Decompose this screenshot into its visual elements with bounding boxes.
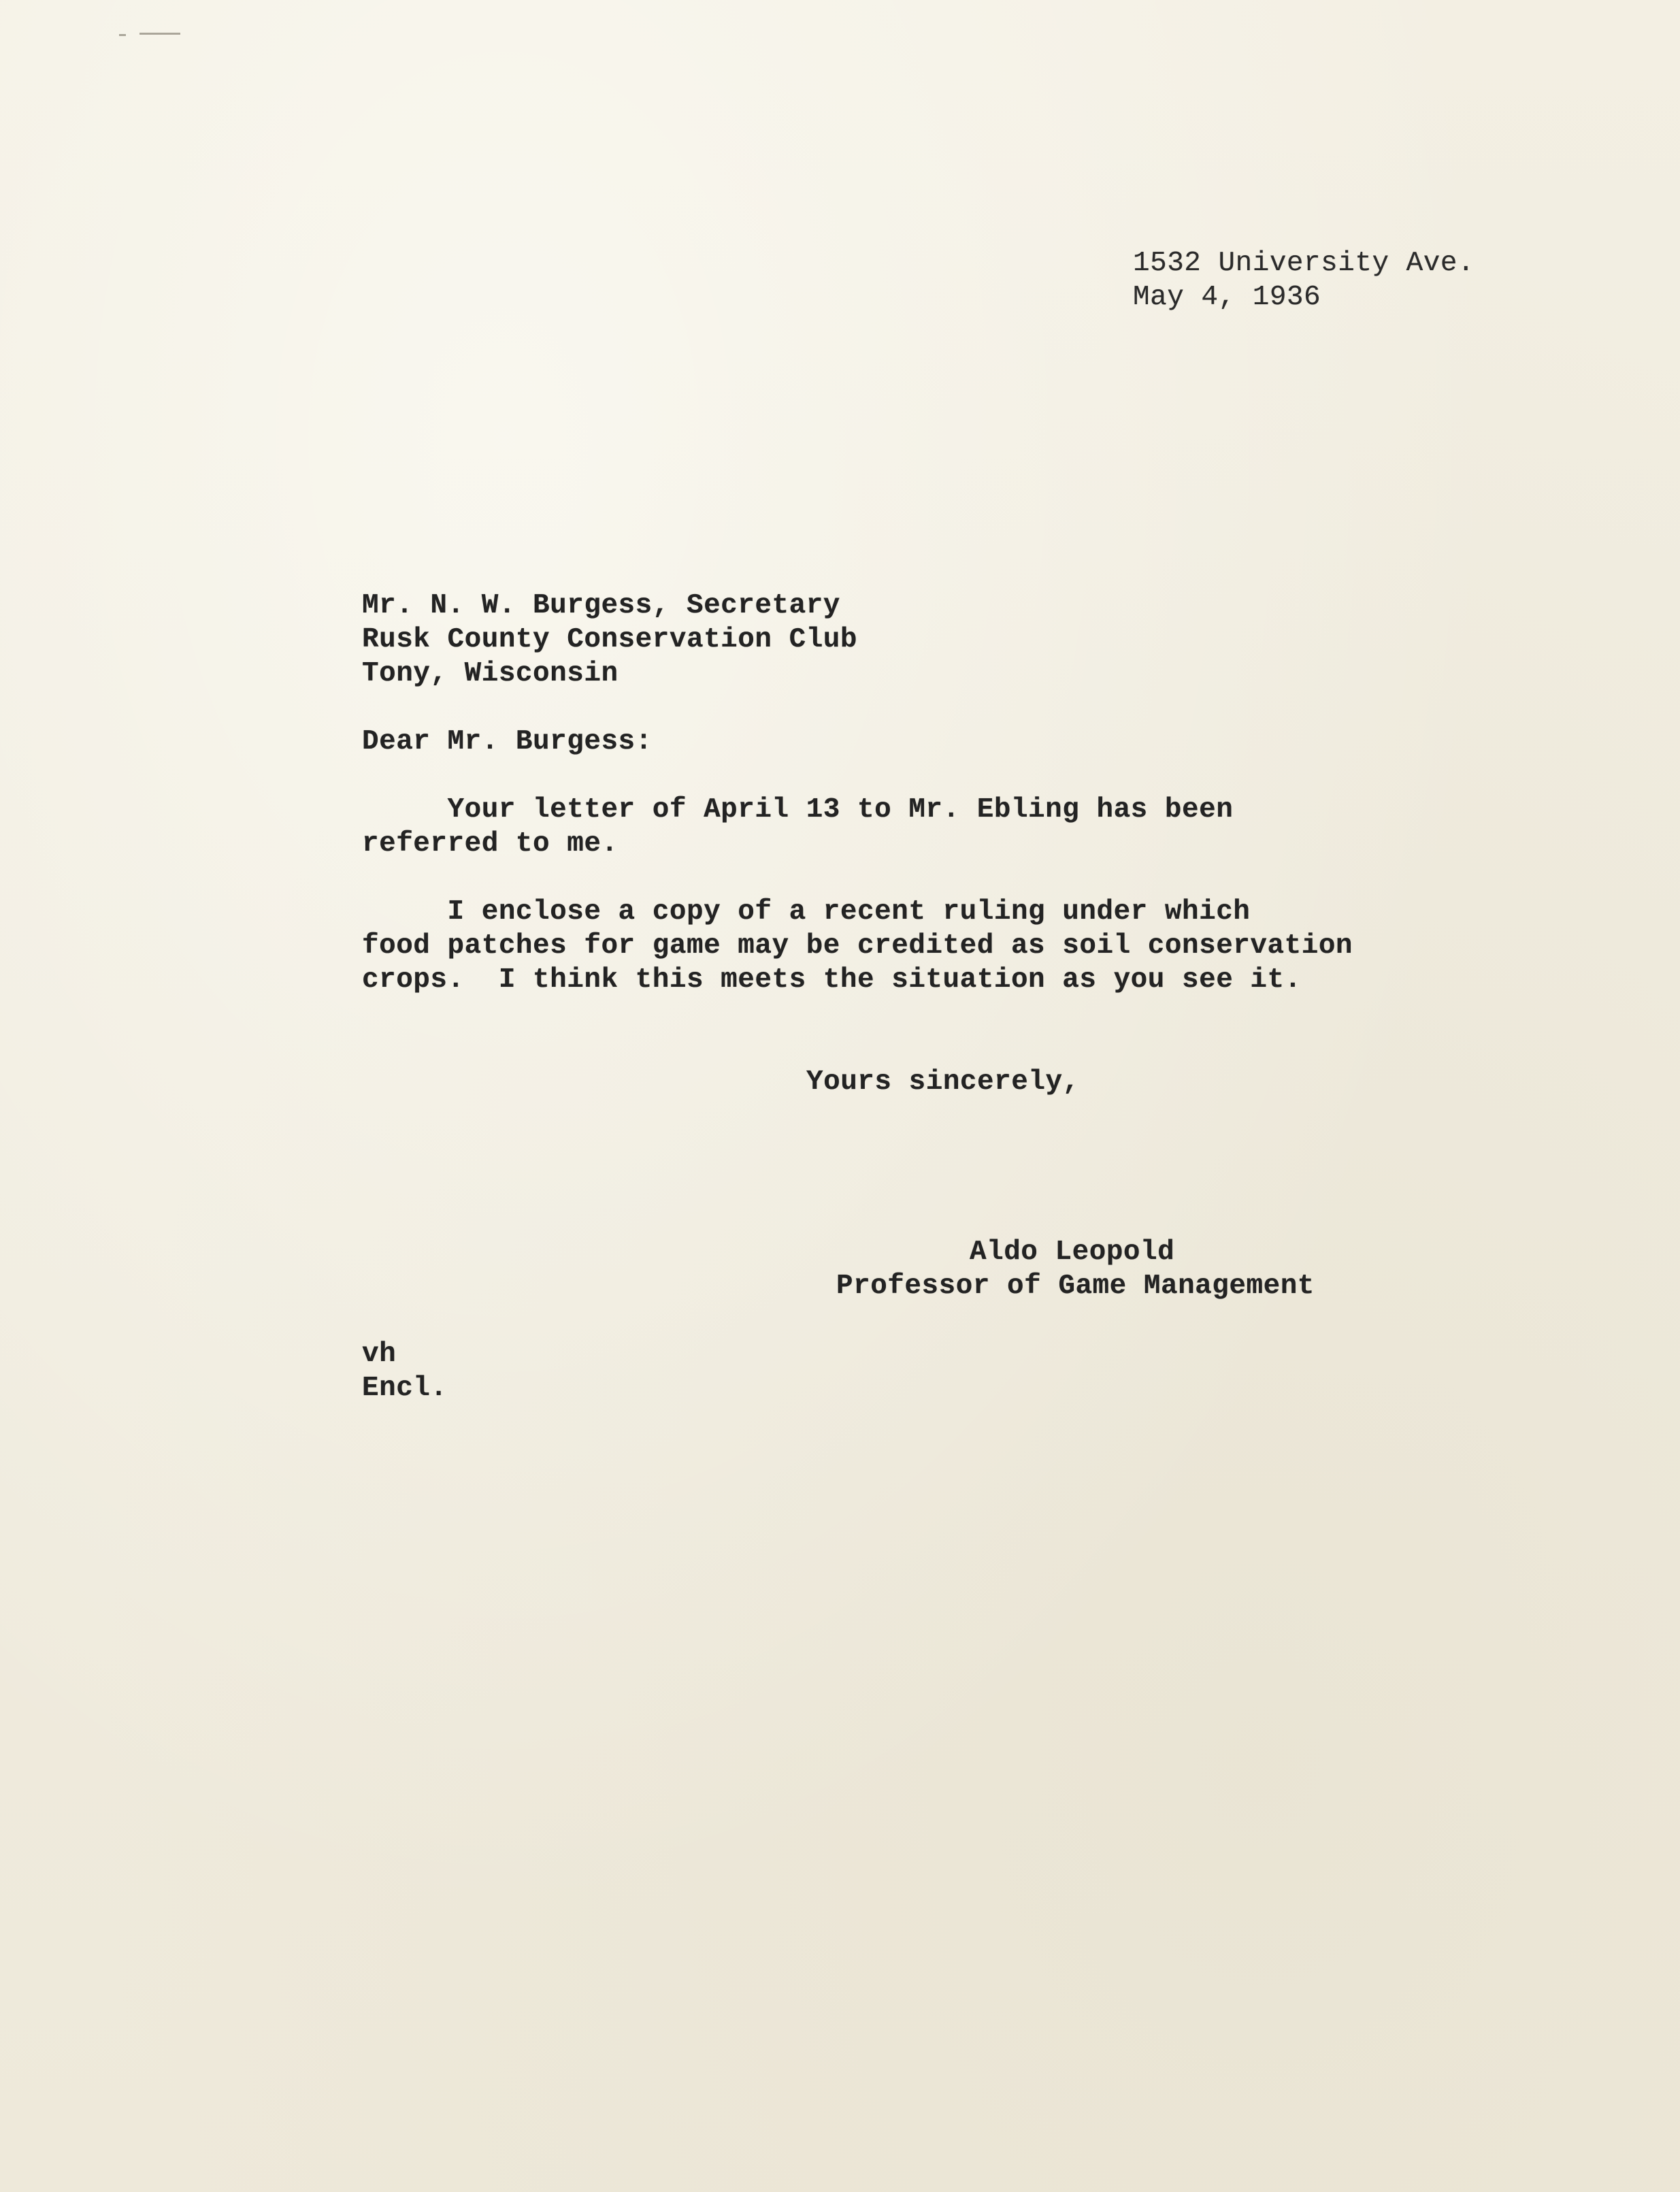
typist-initials: vh [362, 1339, 397, 1370]
closing: Yours sincerely, [806, 1066, 1080, 1098]
recipient-name: Mr. N. W. Burgess, Secretary [362, 590, 840, 621]
reference-block [362, 1337, 448, 1405]
signer-name: Aldo Leopold [970, 1237, 1175, 1268]
sender-address-block [1133, 246, 1475, 314]
body-paragraph-2 [362, 895, 1353, 997]
paragraph-line: crops. I think this meets the situation as you see it. [362, 964, 1302, 996]
sender-street: 1532 University Ave. [1133, 248, 1475, 279]
signature-block [837, 1235, 1315, 1303]
enclosure-note: Encl. [362, 1373, 448, 1404]
body-paragraph-1 [362, 793, 1233, 861]
letter-date: May 4, 1936 [1133, 282, 1321, 313]
paragraph-line: food patches for game may be credited as soil conservation [362, 930, 1353, 962]
paper-mark [139, 33, 180, 35]
paragraph-line: I enclose a copy of a recent ruling under which [362, 896, 1251, 928]
paper-mark [119, 34, 126, 36]
signer-title: Professor of Game Management [836, 1271, 1315, 1302]
recipient-address-block [362, 589, 857, 691]
paragraph-line: referred to me. [362, 828, 619, 860]
salutation: Dear Mr. Burgess: [362, 726, 653, 757]
paragraph-line: Your letter of April 13 to Mr. Ebling has been [362, 794, 1234, 825]
recipient-organization: Rusk County Conservation Club [362, 624, 858, 655]
recipient-city: Tony, Wisconsin [362, 658, 619, 689]
